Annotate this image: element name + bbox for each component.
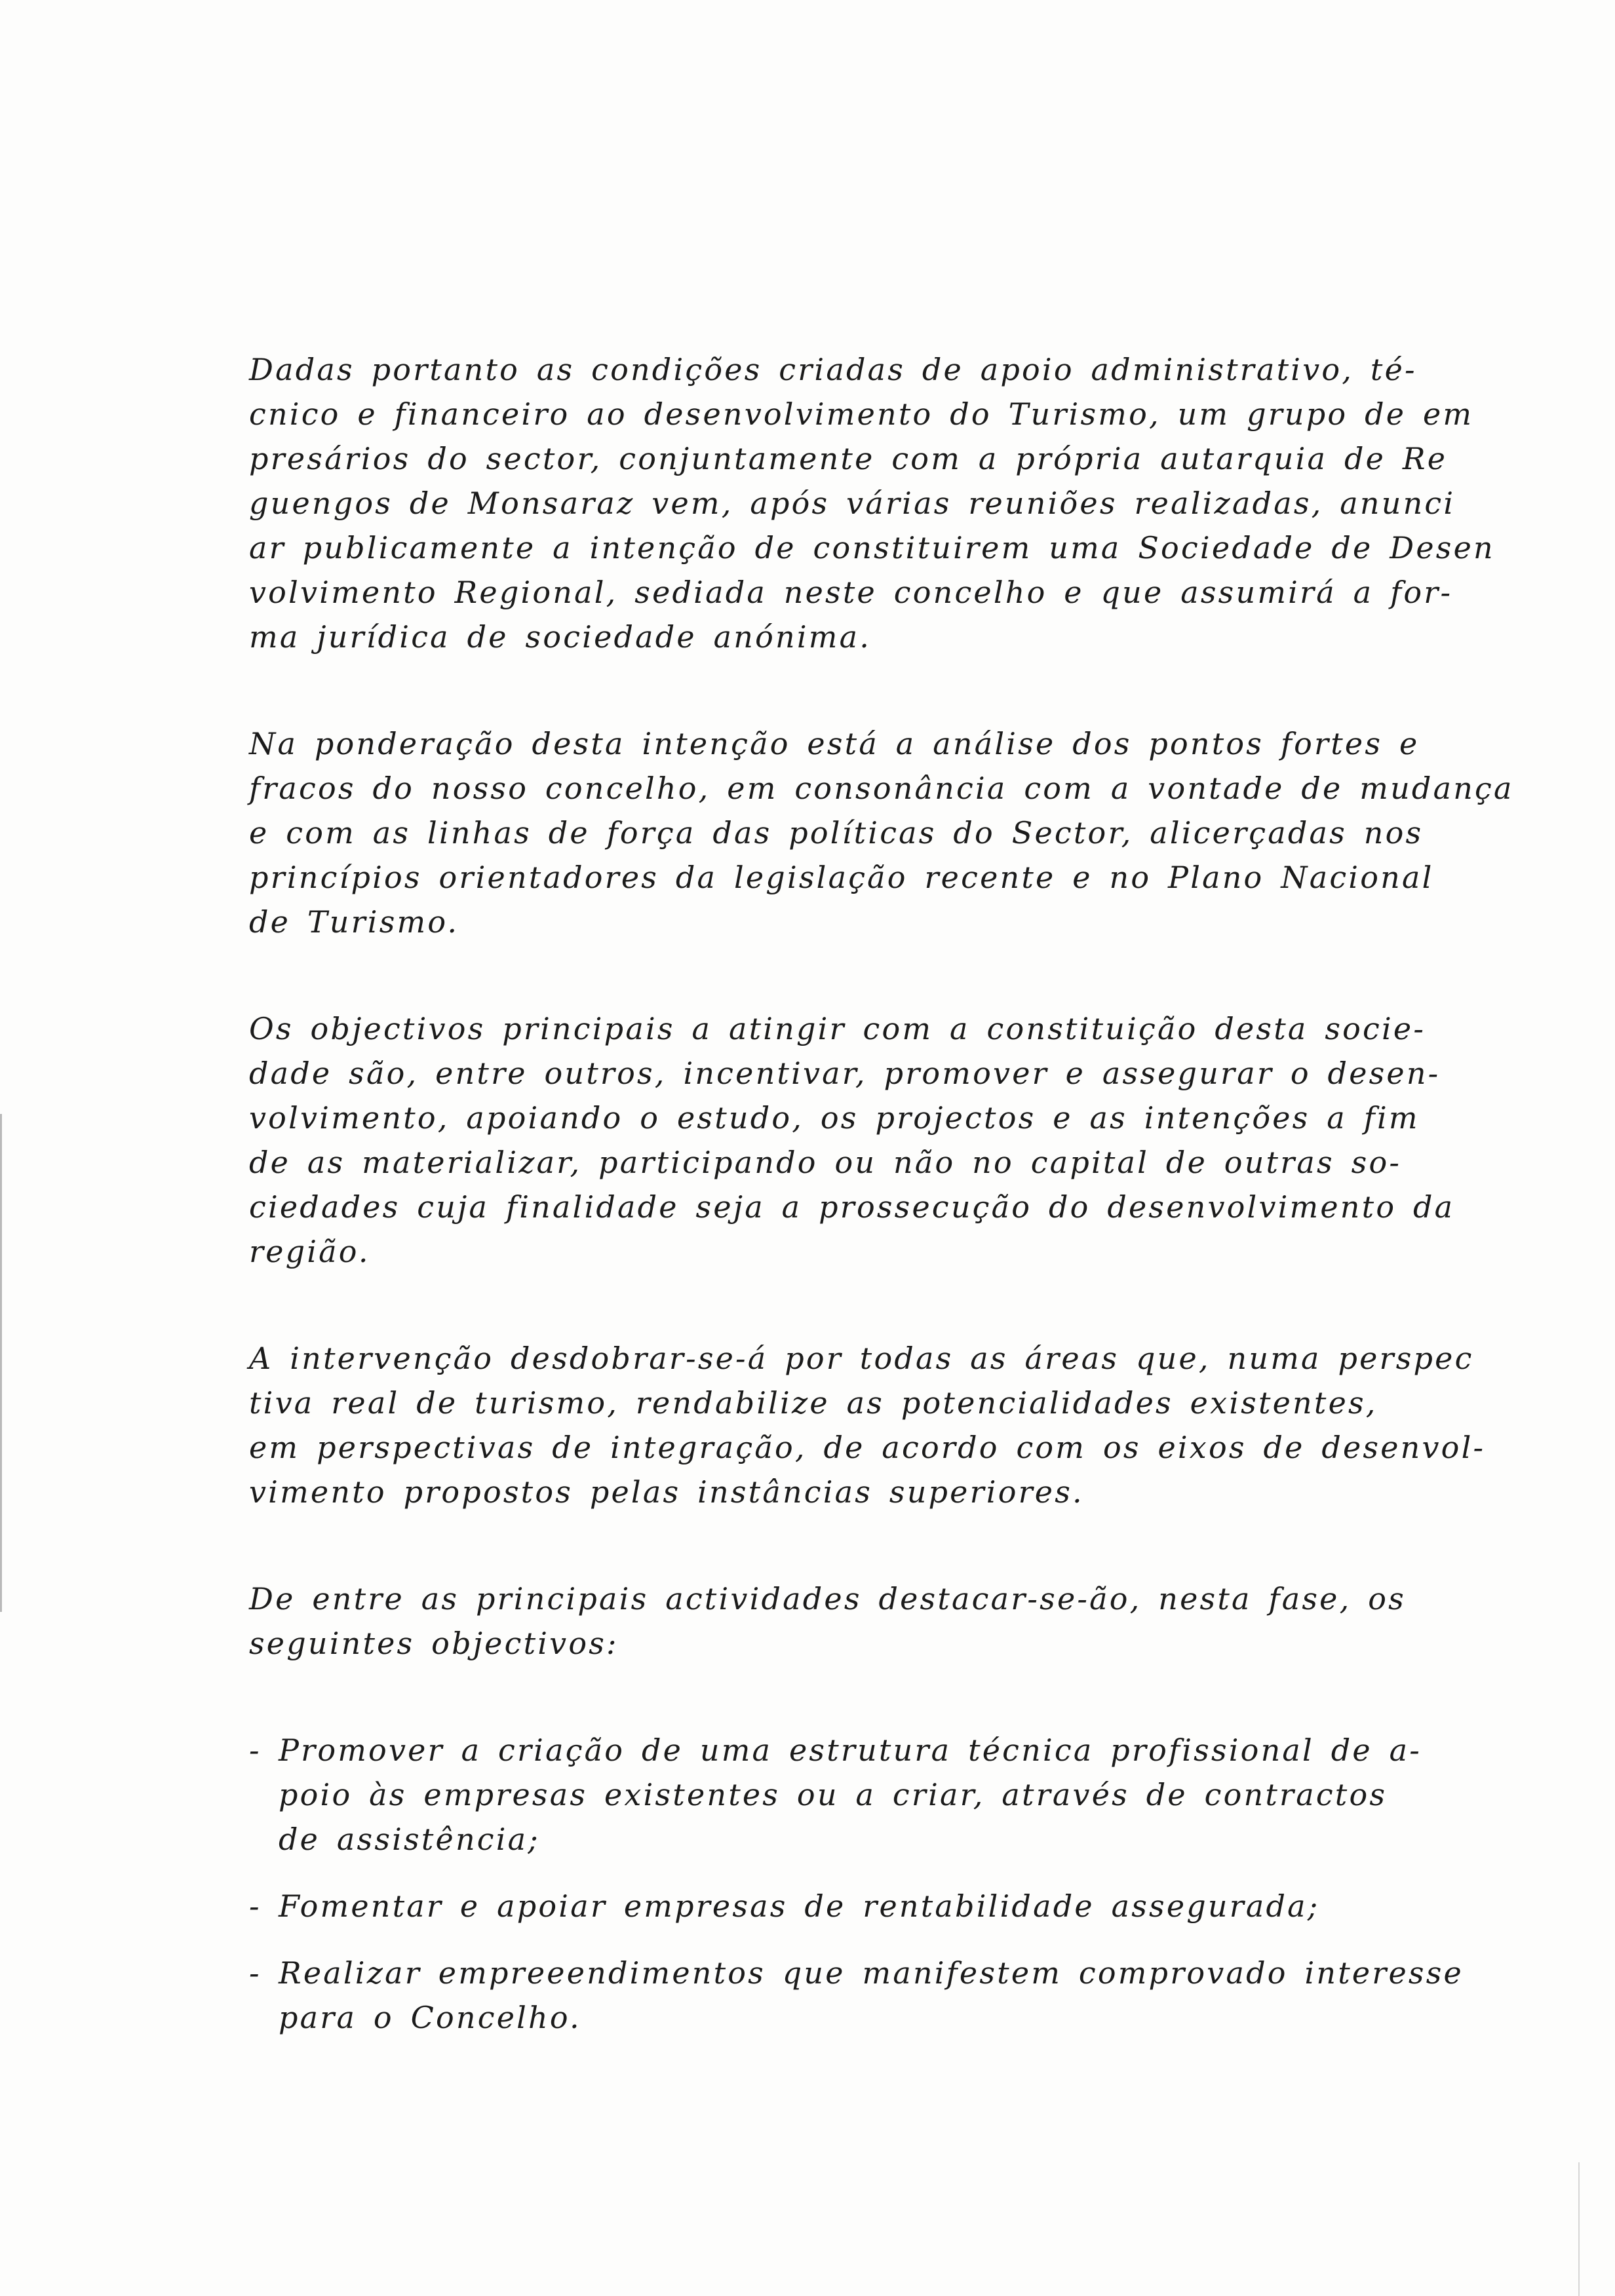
text-line: Os objectivos principais a atingir com a constituição desta socie- — [249, 1011, 1426, 1046]
text-line: guengos de Monsaraz vem, após várias reuniões realizadas, anunci — [249, 486, 1456, 521]
document-body — [249, 347, 1534, 2062]
scan-edge-shadow-right — [1578, 2162, 1580, 2296]
text-line: volvimento, apoiando o estudo, os projectos e as intenções a fim — [249, 1100, 1420, 1136]
list-dash: - — [249, 1732, 260, 1768]
text-line: e com as linhas de força das políticas do Sector, alicerçadas nos — [249, 815, 1424, 851]
text-line: princípios orientadores da legislação recente e no Plano Nacional — [249, 860, 1434, 895]
text-line: volvimento Regional, sediada neste concelho e que assumirá a for- — [249, 575, 1453, 610]
list-dash: - — [249, 1955, 260, 1991]
text-line: Fomentar e apoiar empresas de rentabilidade assegurada; — [279, 1888, 1320, 1924]
text-line: fracos do nosso concelho, em consonância com a vontade de mudança — [249, 771, 1514, 806]
text-line: De entre as principais actividades destacar-se-ão, nesta fase, os — [249, 1581, 1406, 1617]
text-line: tiva real de turismo, rendabilize as potencialidades existentes, — [249, 1385, 1378, 1421]
paragraph-objectivos — [249, 1006, 1534, 1274]
paragraph-actividades — [249, 1577, 1534, 1666]
text-line: dade são, entre outros, incentivar, promover e assegurar o desen- — [249, 1056, 1441, 1091]
text-line: ma jurídica de sociedade anónima. — [249, 619, 872, 655]
text-line: poio às empresas existentes ou a criar, através de contractos — [279, 1777, 1388, 1812]
list-dash: - — [249, 1888, 260, 1924]
text-line: região. — [249, 1234, 370, 1269]
text-line: presários do sector, conjuntamente com a própria autarquia de Re — [249, 441, 1448, 476]
text-line: ciedades cuja finalidade seja a prossecução do desenvolvimento da — [249, 1189, 1455, 1225]
text-line: Dadas portanto as condições criadas de apoio administrativo, té- — [249, 352, 1417, 387]
paragraph-intervencao — [249, 1336, 1534, 1514]
text-line: de Turismo. — [249, 904, 459, 940]
scan-edge-shadow-left — [0, 1114, 2, 1612]
text-line: de assistência; — [279, 1822, 540, 1857]
text-line: vimento propostos pelas instâncias superiores. — [249, 1474, 1084, 1510]
objectives-list — [249, 1728, 1534, 2040]
text-line: A intervenção desdobrar-se-á por todas as áreas que, numa perspec — [249, 1341, 1474, 1376]
paragraph-ponderacao — [249, 721, 1534, 944]
text-line: para o Concelho. — [279, 2000, 581, 2035]
text-line: cnico e financeiro ao desenvolvimento do Turismo, um grupo de em — [249, 396, 1474, 432]
text-line: Realizar empreeendimentos que manifestem comprovado interesse — [279, 1955, 1464, 1991]
text-line: seguintes objectivos: — [249, 1626, 619, 1661]
list-item — [249, 1728, 1534, 1862]
list-item-text — [279, 1951, 1534, 2040]
text-line: Na ponderação desta intenção está a análise dos pontos fortes e — [249, 726, 1420, 761]
paragraph-intro — [249, 347, 1534, 659]
text-line: Promover a criação de uma estrutura técnica profissional de a- — [279, 1732, 1422, 1768]
list-item-text — [279, 1884, 1534, 1928]
list-item — [249, 1951, 1534, 2040]
list-item — [249, 1884, 1534, 1928]
list-item-text — [279, 1728, 1534, 1862]
text-line: ar publicamente a intenção de constituirem uma Sociedade de Desen — [249, 530, 1495, 565]
text-line: de as materializar, participando ou não no capital de outras so- — [249, 1145, 1402, 1180]
text-line: em perspectivas de integração, de acordo com os eixos de desenvol- — [249, 1430, 1486, 1465]
